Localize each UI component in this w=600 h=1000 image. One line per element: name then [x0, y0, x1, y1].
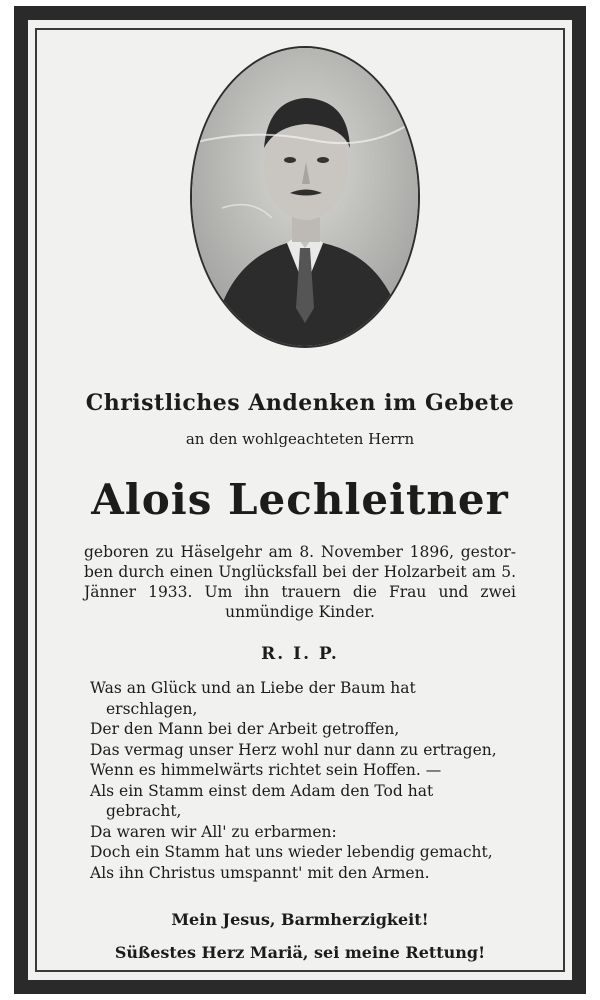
poem-line: Wenn es himmelwärts richtet sein Hoffen. — [90, 761, 442, 779]
biography-text: geboren zu Häselgehr am 8. November 1896, gestor-ben durch einen Unglücksfall bei der Holzarbeit am 5. Jänner 1933. Um ihn trauern die Frau und zwei unmündige Kinder. [84, 543, 516, 621]
poem-line: erschlagen, [106, 699, 198, 718]
memorial-heading: Christliches Andenken im Gebete [85, 390, 515, 416]
poem-line: Das vermag unser Herz wohl nur dann zu ertragen, [90, 740, 497, 759]
rip-text: R. I. P. [261, 644, 339, 664]
card-paper [28, 20, 572, 980]
memorial-card [14, 6, 586, 994]
portrait-image [192, 48, 418, 346]
prayer-closing-maria: Süßestes Herz Mariä, sei meine Rettung! [114, 943, 486, 962]
memorial-subheading: an den wohlgeachteten Herrn [185, 430, 415, 448]
poem-line: Was an Glück und an Liebe der Baum hat [90, 679, 416, 697]
memorial-poem [90, 678, 560, 883]
poem-line: Da waren wir All' zu erbarmen: [90, 822, 337, 841]
portrait-photo [190, 46, 420, 348]
poem-line: Doch ein Stamm hat uns wieder lebendig gemacht, [90, 843, 493, 861]
poem-line: Der den Mann bei der Arbeit getroffen, [90, 720, 400, 738]
prayer-closing-jesus: Mein Jesus, Barmherzigkeit! [171, 910, 429, 929]
poem-line: Als ihn Christus umspannt' mit den Armen. [90, 863, 430, 882]
poem-line: gebracht, [106, 802, 182, 820]
poem-line: Als ein Stamm einst dem Adam den Tod hat [90, 781, 434, 800]
deceased-name: Alois Lechleitner [91, 475, 509, 524]
